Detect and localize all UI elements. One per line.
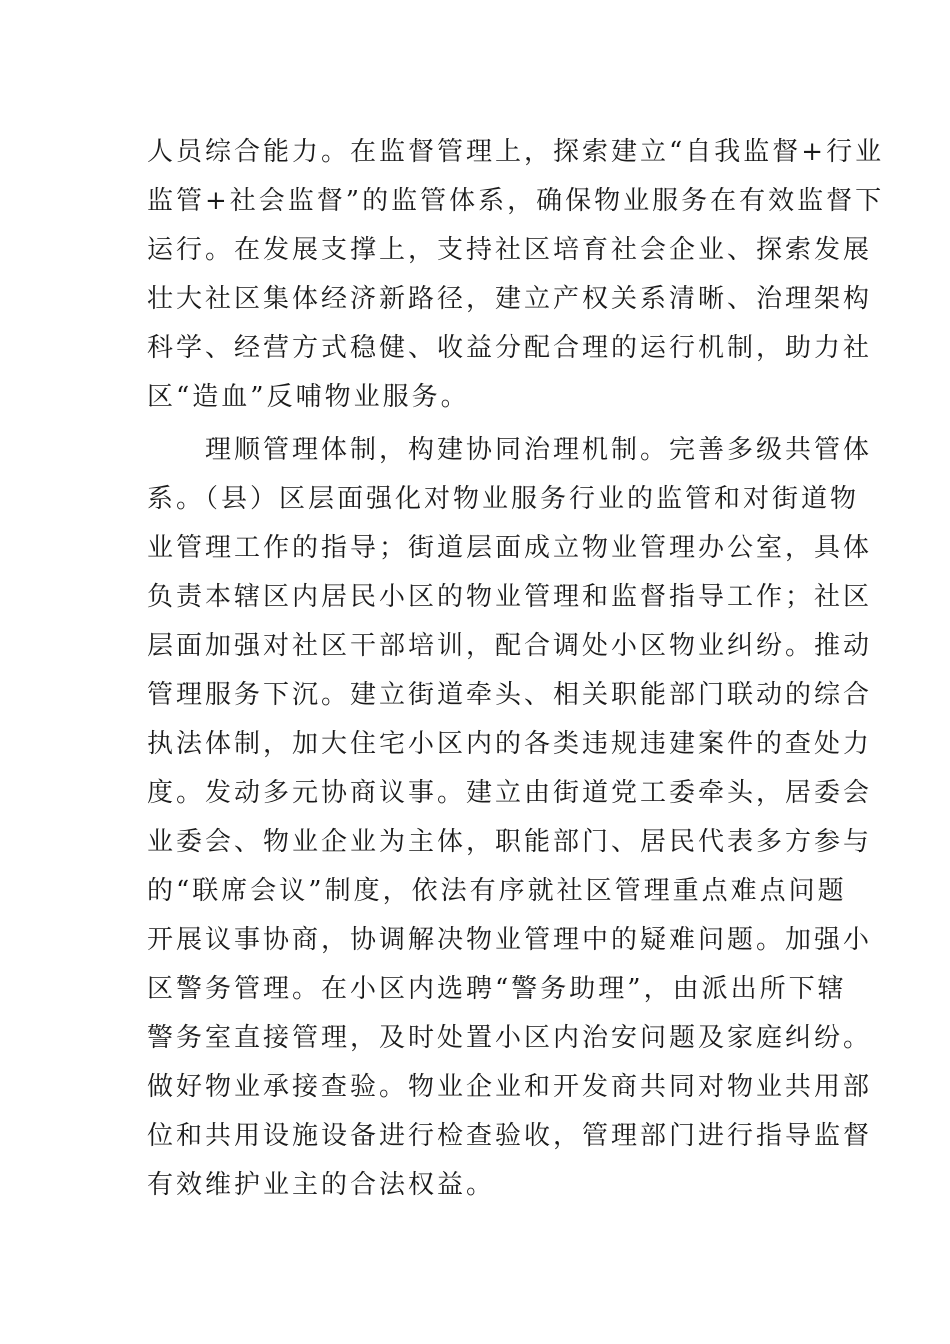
text-line: 执法体制，加大住宅小区内的各类违规违建案件的查处力 bbox=[147, 729, 873, 759]
text-line: 负责本辖区内居民小区的物业管理和监督指导工作；社区 bbox=[147, 582, 873, 612]
text-line: 业管理工作的指导；街道层面成立物业管理办公室，具体 bbox=[147, 533, 873, 563]
text-line: 度。发动多元协商议事。建立由街道党工委牵头，居委会 bbox=[147, 778, 873, 808]
text-line: 做好物业承接查验。物业企业和开发商共同对物业共用部 bbox=[147, 1072, 873, 1102]
text-line: 的“联席会议”制度，依法有序就社区管理重点难点问题 bbox=[147, 876, 847, 906]
text-line: 壮大社区集体经济新路径，建立产权关系清晰、治理架构 bbox=[147, 284, 873, 314]
text-line: 运行。在发展支撑上，支持社区培育社会企业、探索发展 bbox=[147, 235, 873, 265]
text-line: 开展议事协商，协调解决物业管理中的疑难问题。加强小 bbox=[147, 925, 873, 955]
text-line: 位和共用设施设备进行检查验收，管理部门进行指导监督 bbox=[147, 1121, 873, 1151]
text-line: 区“造血”反哺物业服务。 bbox=[147, 382, 470, 412]
text-line: 人员综合能力。在监督管理上，探索建立“自我监督+行业 bbox=[147, 137, 885, 167]
text-line: 有效维护业主的合法权益。 bbox=[147, 1170, 496, 1200]
text-line: 业委会、物业企业为主体，职能部门、居民代表多方参与 bbox=[147, 827, 873, 857]
text-line: 层面加强对社区干部培训，配合调处小区物业纠纷。推动 bbox=[147, 631, 873, 661]
text-line: 理顺管理体制，构建协同治理机制。完善多级共管体 bbox=[147, 435, 873, 465]
text-line: 警务室直接管理，及时处置小区内治安问题及家庭纠纷。 bbox=[147, 1023, 873, 1053]
paragraph-2 bbox=[147, 426, 873, 1210]
text-line: 系。（县）区层面强化对物业服务行业的监管和对街道物 bbox=[147, 484, 860, 514]
text-line: 科学、经营方式稳健、收益分配合理的运行机制，助力社 bbox=[147, 333, 873, 363]
text-line: 区警务管理。在小区内选聘“警务助理”，由派出所下辖 bbox=[147, 974, 847, 1004]
paragraph-1 bbox=[147, 128, 885, 422]
text-line: 监管+社会监督”的监管体系，确保物业服务在有效监督下 bbox=[147, 186, 885, 216]
text-line: 管理服务下沉。建立街道牵头、相关职能部门联动的综合 bbox=[147, 680, 873, 710]
